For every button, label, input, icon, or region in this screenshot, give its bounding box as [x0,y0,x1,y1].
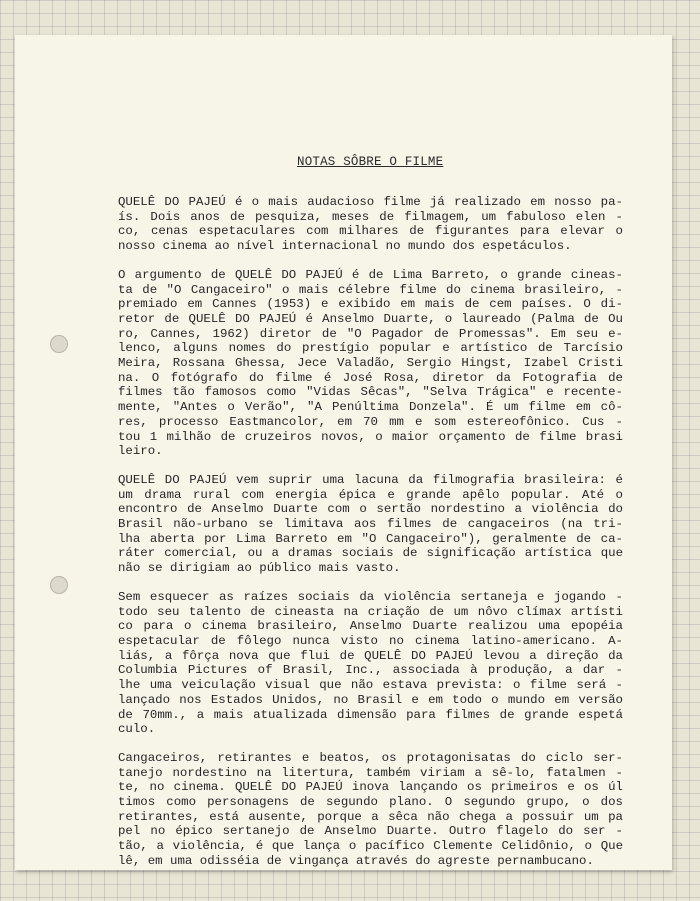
text-line: co, cenas espetaculares com milhares de figurantes para elevar o [118,224,623,239]
text-line: premiado em Cannes (1953) e exibido em mais de cem países. O di- [118,297,623,312]
text-line: retirantes, está ausente, porque a sêca não chega a possuir um pa [118,809,623,824]
text-line: Meira, Rossana Ghessa, Jece Valadão, Sergio Hingst, Izabel Cristi [118,356,623,371]
text-line: ta de "O Cangaceiro" o mais célebre filme do cinema brasileiro, - [118,282,623,297]
text-line: lha aberta por Lima Barreto em "O Cangaceiro"), geralmente de ca- [118,531,623,546]
text-line: filmes tão famosos como "Vidas Sêcas", "Selva Trágica" e recente- [118,385,623,400]
punch-hole-bottom [50,576,68,594]
text-line: QUELÊ DO PAJEÚ vem suprir uma lacuna da filmografia brasileira: é [118,472,623,487]
punch-hole-top [50,335,68,353]
text-line: todo seu talento de cineasta na criação de um nôvo clímax artísti [118,604,623,619]
paragraph [118,751,623,869]
text-line: liás, a fôrça nova que flui de QUELÊ DO PAJEÚ levou a direção da [118,648,623,663]
text-line: Columbia Pictures of Brasil, Inc., associada à produção, a dar - [118,663,623,678]
paragraph [118,268,623,459]
text-line: ráter comercial, ou a dramas sociais de significação artística que [118,546,623,561]
text-line: culo. [118,722,156,737]
text-line: pel no épico sertanejo de Anselmo Duarte. Outro flagelo do ser - [118,824,623,839]
text-line: ro, Cannes, 1962) diretor de "O Pagador de Promessas". Em seu e- [118,326,623,341]
text-line: espetacular de fôlego nunca visto no cinema latino-americano. A- [118,633,623,648]
text-line: lenco, alguns nomes do prestígio popular e artístico de Tarcísio [118,341,623,356]
text-line: QUELÊ DO PAJEÚ é o mais audacioso filme já realizado em nosso pa- [118,195,623,209]
text-line: leiro. [118,444,163,459]
text-line: encontro de Anselmo Duarte com o sertão nordestino a violência do [118,502,623,517]
text-line: ís. Dois anos de pesquiza, meses de filmagem, um fabuloso elen - [118,209,623,224]
text-line: de 70mm., a mais atualizada dimensão para filmes de grande espetá [118,707,623,722]
text-line: co para o cinema brasileiro, Anselmo Duarte realizou uma epopéia [118,619,623,634]
text-line: não se dirigiam ao público mais vasto. [118,561,401,576]
text-line: nosso cinema ao nível internacional no mundo dos espetáculos. [118,239,572,254]
paragraph [118,473,623,576]
text-line: um drama rural com energia épica e grande apêlo popular. Até o [118,487,623,502]
text-line: timos como personagens de segundo plano. O segundo grupo, o dos [118,795,623,810]
text-line: Sem esquecer as raízes sociais da violência sertaneja e jogando - [118,589,623,604]
paragraph [118,195,623,254]
text-line: tão, a violência, é que lança o pacífico Clemente Celidônio, o Que [118,839,623,854]
text-line: retor de QUELÊ DO PAJEÚ é Anselmo Duarte, o laureado (Palma de Ou [118,311,623,326]
text-line: te, no cinema. QUELÊ DO PAJEÚ inova lançando os primeiros e os úl [118,780,623,795]
text-line: O argumento de QUELÊ DO PAJEÚ é de Lima Barreto, o grande cineas- [118,267,623,282]
text-line: mente, "Antes o Verão", "A Penúltima Donzela". É um filme em cô- [118,400,623,415]
text-line: tou 1 milhão de cruzeiros novos, o maior orçamento de filme brasi [118,429,623,444]
text-line: tanejo nordestino na litertura, também viriam a sê-lo, fatalmen - [118,765,623,780]
document-body [118,195,623,883]
text-line: na. O fotógrafo do filme é José Rosa, diretor da Fotografia de [118,370,623,385]
document-page [15,35,672,870]
text-line: lhe uma veiculação visual que não estava prevista: o filme será - [118,678,623,693]
text-line: Cangaceiros, retirantes e beatos, os protagonisatas do ciclo ser- [118,750,623,765]
document-title: NOTAS SÔBRE O FILME [297,155,444,169]
paragraph [118,590,623,737]
text-line: lançado nos Estados Unidos, no Brasil e em todo o mundo em versão [118,692,623,707]
text-line: Brasil não-urbano se limitava aos filmes de cangaceiros (na tri- [118,517,623,532]
text-line: lê, em uma odisséia de vingança através do agreste pernambucano. [118,853,594,868]
text-line: res, processo Eastmancolor, em 70 mm e som estereofônico. Cus - [118,414,623,429]
